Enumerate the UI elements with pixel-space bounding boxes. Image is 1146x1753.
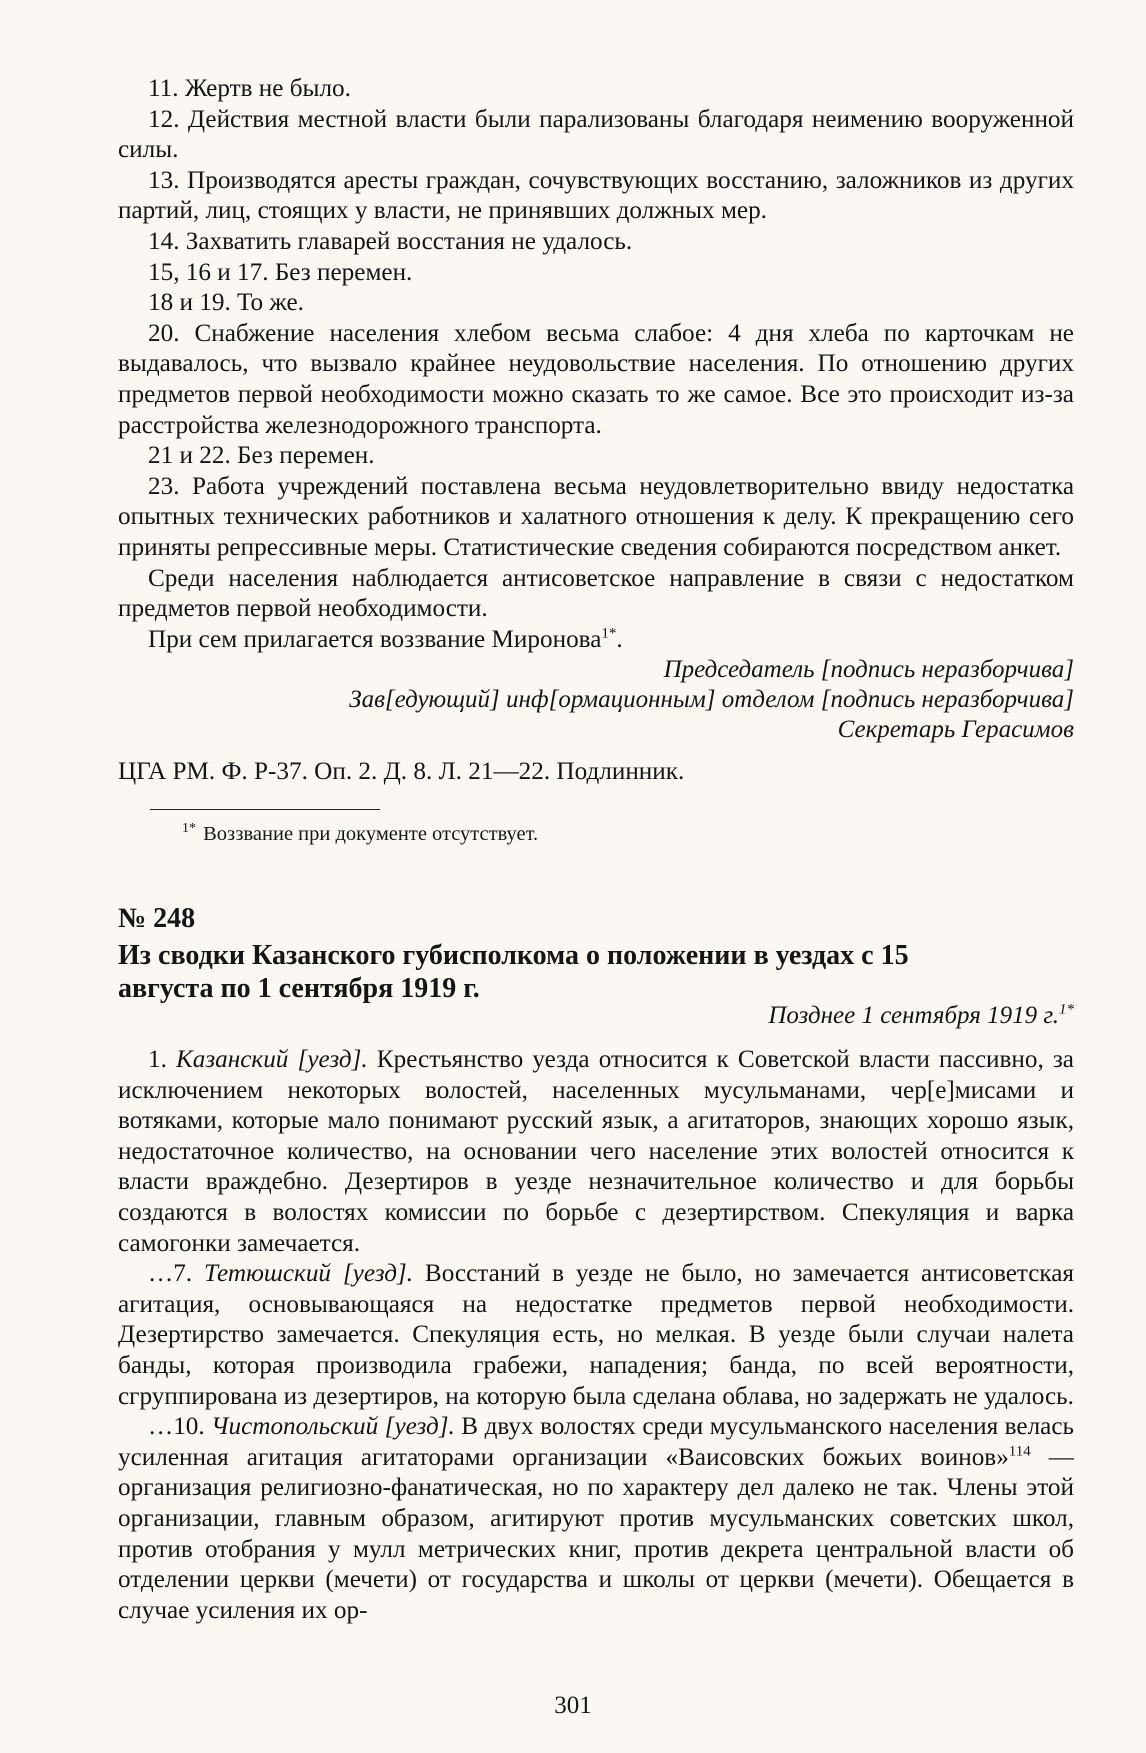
report-summary: Среди населения наблюдается антисоветское направление в связи с недостатком предметов первой необходимости. [118, 564, 1074, 623]
section-chistopol [118, 1412, 1074, 1626]
report-item-20: 20. Снабжение населения хлебом весьма слабое: 4 дня хлеба по карточкам не выдавалось, что вызвало крайнее неудовольствие населения. По отношению других предметов первой необходимости можно сказать то же самое. Все это происходит из-за расстройства железнодорожного транспорта. [118, 319, 1074, 439]
district-name: Тетюшский [уезд]. [203, 1260, 414, 1288]
footnote-reference: 1* [601, 625, 617, 642]
archive-source: ЦГА РМ. Ф. Р-37. Оп. 2. Д. 8. Л. 21—22. Подлинник. [118, 758, 685, 786]
report-items [118, 74, 1074, 655]
date-footnote-mark: 1* [1059, 1001, 1074, 1018]
section-text: Крестьянство уезда относится к Советской власти пассивно, за исключением некоторых волостей, населенных мусульманами, чер[е]мисами и вотяками, которые мало понимают русский язык, а агитаторов, знающих хорошо язык, недостаточное количество, на основании чего население этих волостей относится к власти враждебно. Дезертиров в уезде незначительное количество и для борьбы создаются в волостях комиссии по борьбе с дезертирством. Спекуляция и варка самогонки замечается. [118, 1046, 1074, 1257]
district-name: Казанский [уезд]. [176, 1046, 368, 1074]
report-item-18-19: 18 и 19. То же. [148, 289, 304, 317]
footnote-mark: 1* [182, 821, 196, 837]
footnote-text: Воззвание при документе отсутствует. [203, 823, 539, 846]
section-text: Восстаний в уезде не было, но замечается антисоветская агитация, основывающаяся на недостатке предметов первой необходимости. Дезертирство замечается. Спекуляция есть, но мелкая. В уезде были случаи налета банды, которая производила грабежи, нападения; банда, по всей вероятности, сгруппирована из дезертиров, на которую была сделана облава, но задержать не удалось. [118, 1260, 1075, 1410]
document-title: Из сводки Казанского губисполкома о положении в уездах с 15 августа по 1 сентября 1919 г. [118, 940, 909, 1005]
report-item-11: 11. Жертв не было. [148, 75, 351, 102]
report-item-14: 14. Захватить главарей восстания не удалось. [148, 227, 633, 255]
section-prefix: …10. [148, 1413, 212, 1441]
report-item-23: 23. Работа учреждений поставлена весьма неудовлетворительно ввиду недостатка опытных технических работников и халатного отношения к делу. К прекращению сего приняты репрессивные меры. Статистические сведения собираются посредством анкет. [118, 472, 1074, 561]
section-kazan [118, 1045, 1074, 1259]
report-item-15-17: 15, 16 и 17. Без перемен. [148, 258, 413, 286]
section-text-continued: — организация религиозно-фанатическая, но по характеру дел далеко не так. Члены этой организации, главным образом, агитируют против мусульманских советских школ, против отобрания у мулл метрических книг, против декрета центральной власти об отделении церкви (мечети) от государства и школы от церкви (мечети). Обещается в случае усиления их ор- [118, 1443, 1074, 1624]
report-item-13: 13. Производятся аресты граждан, сочувствующих восстанию, заложников из других партий, лиц, стоящих у власти, не принявших должных мер. [118, 166, 1074, 225]
section-prefix: 1. [148, 1046, 177, 1074]
attachment-note: При сем прилагается воззвание Миронова$^{1*}$. [148, 625, 623, 653]
signature-chairman: Председатель [подпись неразборчива] [663, 656, 1074, 684]
page-number: 301 [554, 1692, 592, 1719]
section-prefix: …7. [148, 1260, 204, 1288]
report-item-21-22: 21 и 22. Без перемен. [148, 442, 375, 470]
attachment-text: При сем прилагается воззвание Миронова [148, 625, 602, 653]
district-sections [118, 1045, 1074, 1626]
section-text: В двух волостях среди мусульманского населения велась усиленная агитация агитаторами организации «Ваисовских божьих воинов» [118, 1413, 1074, 1471]
signature-secretary: Секретарь Герасимов [837, 716, 1074, 744]
footnote-divider [150, 809, 380, 810]
district-name: Чистопольский [уезд]. [211, 1413, 455, 1441]
document-date [118, 1001, 1074, 1031]
footnote [182, 816, 1074, 847]
report-item-12: 12. Действия местной власти были парализованы благодаря неимению вооруженной силы. [118, 105, 1074, 164]
date-text: Позднее 1 сентября 1919 г. [768, 1002, 1059, 1030]
section-tetyushi [118, 1259, 1074, 1412]
signature-department-head: Зав[едующий] инф[ормационным] отделом [подпись неразборчива] [349, 686, 1074, 714]
document-number: № 248 [118, 903, 196, 935]
endnote-reference: 114 [1008, 1443, 1031, 1460]
